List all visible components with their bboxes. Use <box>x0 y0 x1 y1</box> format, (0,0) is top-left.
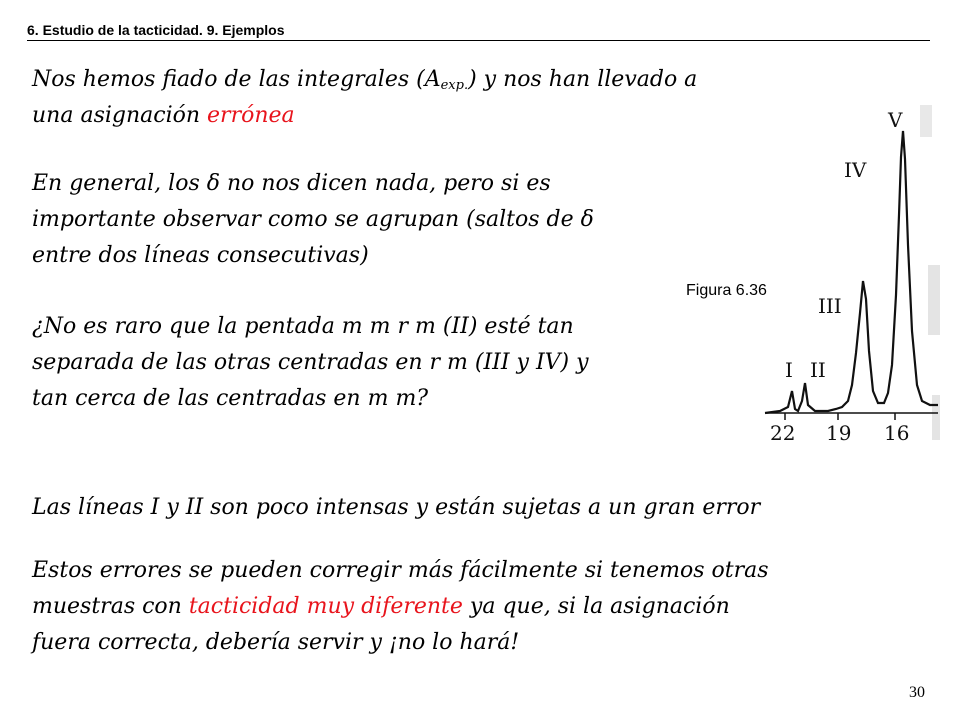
figure-caption: Figura 6.36 <box>686 282 767 299</box>
text: En general, los δ no nos dicen nada, pero si es <box>32 171 551 196</box>
nmr-spectrum-figure <box>760 95 940 445</box>
slide-header: 6. Estudio de la tacticidad. 9. Ejemplos <box>27 22 930 41</box>
highlight-erronea: errónea <box>207 103 295 128</box>
scan-shading <box>932 395 940 440</box>
paragraph-integrales <box>32 62 697 134</box>
peak-label-iii: III <box>818 294 842 318</box>
text: Nos hemos fiado de las integrales (A <box>32 67 441 92</box>
peak-label-iv: IV <box>844 158 867 182</box>
text: muestras con <box>32 594 189 619</box>
x-tick-label-22: 22 <box>770 421 796 445</box>
paragraph-errores <box>32 553 769 661</box>
text: fuera correcta, debería servir y ¡no lo hará! <box>32 630 520 655</box>
text: ya que, si la asignación <box>462 594 730 619</box>
peak-label-ii: II <box>810 358 826 382</box>
text: ¿No es raro que la pentada m m r m (II) esté tan <box>32 314 574 339</box>
text: ) y nos han llevado a <box>468 67 698 92</box>
subscript: exp. <box>440 78 469 93</box>
highlight-tacticidad: tacticidad muy diferente <box>188 594 463 619</box>
x-tick-label-19: 19 <box>826 421 852 445</box>
x-tick-label-16: 16 <box>884 421 910 445</box>
text: separada de las otras centradas en r m (III y IV) y <box>32 350 589 375</box>
peak-label-v: V <box>888 108 903 132</box>
scan-shading <box>928 265 940 335</box>
text: importante observar como se agrupan (saltos de δ <box>32 207 594 232</box>
peak-label-i: I <box>785 358 793 382</box>
paragraph-pentada <box>32 309 589 417</box>
page-number: 30 <box>909 684 925 701</box>
paragraph-delta <box>32 166 594 274</box>
text: tan cerca de las centradas en m m? <box>32 386 429 411</box>
text: entre dos líneas consecutivas) <box>32 243 369 268</box>
text: una asignación <box>32 103 208 128</box>
paragraph-lineas <box>32 490 760 526</box>
scan-shading <box>920 105 932 137</box>
text: Las líneas I y II son poco intensas y están sujetas a un gran error <box>32 495 761 520</box>
text: Estos errores se pueden corregir más fácilmente si tenemos otras <box>32 558 769 583</box>
